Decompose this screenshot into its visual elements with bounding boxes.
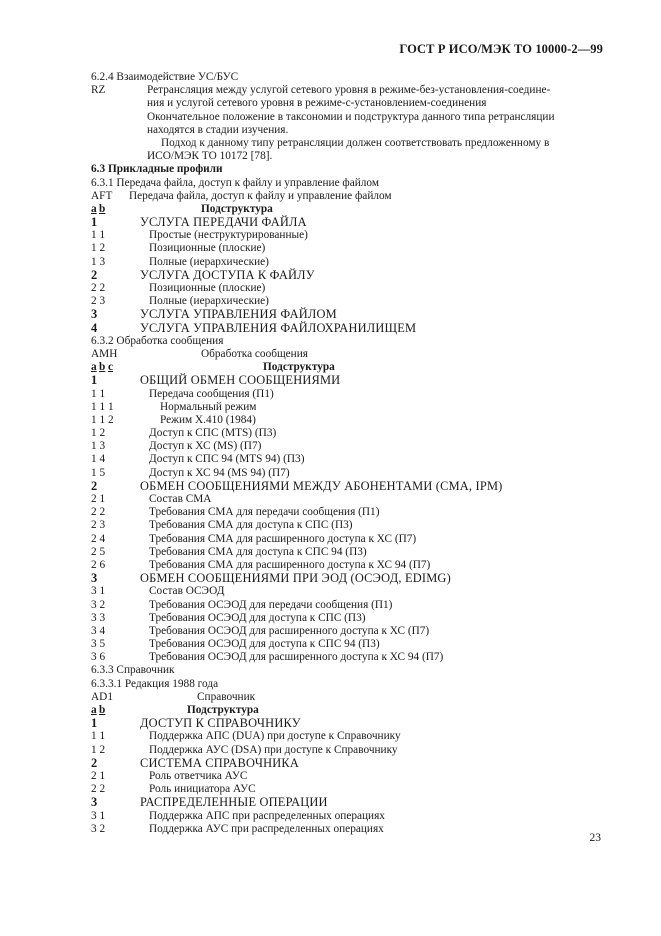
item-number: 1 3 (91, 440, 106, 453)
item-text: УСЛУГА ДОСТУПА К ФАЙЛУ (140, 267, 315, 282)
list-item (91, 453, 601, 466)
list-item (91, 533, 601, 546)
list-item (91, 638, 601, 651)
item-number: 3 6 (91, 651, 106, 664)
item-number: 3 (91, 571, 98, 586)
profile-title: Справочник (197, 690, 256, 703)
item-number: 1 2 (91, 427, 106, 440)
item-text: Требования СМА для расширенного доступа к ХС 94 (П7) (149, 558, 431, 571)
rz-row (91, 84, 601, 97)
item-number: 2 4 (91, 532, 106, 545)
item-number: 2 6 (91, 558, 106, 571)
item-number: 3 2 (91, 598, 106, 611)
item-text: УСЛУГА ПЕРЕДАЧИ ФАЙЛА (140, 215, 307, 230)
item-number: 1 (91, 215, 98, 230)
list-item (91, 401, 601, 414)
item-number: 1 2 (91, 743, 106, 756)
item-text: Позиционные (плоские) (149, 282, 266, 294)
profile-code: AD1 (91, 690, 113, 703)
paragraph-line: Окончательное положение в таксономии и подструктура данного типа ретрансляции (147, 110, 555, 123)
item-text: Требования ОСЭОД для передачи сообщения (П1) (149, 598, 393, 611)
item-number: 3 4 (91, 624, 106, 637)
item-text: Роль инициатора АУС (149, 783, 256, 796)
page-number: 23 (589, 832, 601, 844)
substructure-list-aft (91, 216, 601, 335)
page-header: ГОСТ Р ИСО/МЭК ТО 10000-2—99 (399, 42, 603, 56)
item-text: ОБМЕН СООБЩЕНИЯМИ МЕЖДУ АБОНЕНТАМИ (СМА, IPM) (140, 478, 503, 493)
section-heading-6-3-3-1: 6.3.3.1 Редакция 1988 года (91, 677, 219, 690)
list-item (91, 757, 601, 770)
item-number: 1 1 (91, 387, 106, 400)
item-text: Состав ОСЭОД (149, 585, 225, 598)
paragraph-line: ИСО/МЭК ТО 10172 [78]. (147, 150, 273, 163)
list-item (91, 374, 601, 387)
aft-row (91, 190, 601, 203)
list-item (91, 467, 601, 480)
item-text: Требования СМА для доступа к СПС (П3) (149, 519, 353, 532)
list-item (91, 282, 601, 295)
item-text: Поддержка АПС при распределенных операциях (149, 809, 385, 822)
item-text: Нормальный режим (160, 400, 257, 413)
list-item (91, 308, 601, 321)
list-item (91, 651, 601, 664)
list-item (91, 585, 601, 598)
item-text: УСЛУГА УПРАВЛЕНИЯ ФАЙЛОМ (140, 307, 337, 322)
item-number: 2 2 (91, 506, 106, 519)
substructure-label: Подструктура (201, 202, 273, 215)
list-item (91, 322, 601, 335)
item-text: Требования ОСЭОД для расширенного доступа к ХС 94 (П7) (149, 651, 444, 664)
item-text: Требования ОСЭОД для доступа к СПС (П3) (149, 611, 366, 624)
list-item (91, 440, 601, 453)
list-item (91, 717, 601, 730)
paragraph-line: Подход к данному типу ретрансляции должен соответствовать предложенному в (161, 136, 550, 149)
item-text: СИСТЕМА СПРАВОЧНИКА (140, 755, 300, 770)
item-number: 2 2 (91, 282, 106, 294)
section-heading-6-3: 6.3 Прикладные профили (91, 163, 223, 176)
item-text: Требования СМА для расширенного доступа к ХС (П7) (149, 532, 417, 545)
item-number: 3 3 (91, 611, 106, 624)
item-number: 3 5 (91, 638, 106, 651)
item-text: Доступ к СПС (MTS) (П3) (149, 427, 277, 440)
item-number: 1 (91, 716, 98, 731)
list-item (91, 414, 601, 427)
item-text: Требования ОСЭОД для расширенного доступа к ХС (П7) (149, 624, 430, 637)
item-text: ОБМЕН СООБЩЕНИЯМИ ПРИ ЭОД (ОСЭОД, EDIMG) (140, 571, 451, 586)
item-text: УСЛУГА УПРАВЛЕНИЯ ФАЙЛОХРАНИЛИЩЕМ (140, 320, 417, 335)
item-number: 1 2 (91, 242, 106, 255)
amh-row (91, 348, 601, 361)
column-header: a b Подструктура (91, 202, 273, 215)
item-text: ОБЩИЙ ОБМЕН СООБЩЕНИЯМИ (140, 373, 341, 388)
item-number: 1 1 1 (91, 400, 114, 413)
profile-title: Передача файла, доступ к файлу и управление файлом (129, 189, 392, 202)
item-number: 2 1 (91, 493, 106, 505)
item-number: 1 (91, 373, 98, 388)
item-text: Доступ к ХС 94 (MS 94) (П7) (149, 466, 290, 479)
item-number: 1 1 (91, 730, 106, 743)
item-text: Доступ к СПС 94 (MTS 94) (П3) (149, 453, 305, 466)
item-text: Доступ к ХС (MS) (П7) (149, 440, 262, 453)
item-text: Режим X.410 (1984) (160, 413, 256, 426)
substructure-list-ad1 (91, 717, 601, 836)
item-number: 4 (91, 320, 98, 335)
item-text: РАСПРЕДЕЛЕННЫЕ ОПЕРАЦИИ (140, 795, 328, 810)
item-text: Полные (иерархические) (149, 295, 269, 308)
item-text: ДОСТУП К СПРАВОЧНИКУ (140, 716, 301, 731)
list-item (91, 480, 601, 493)
item-text: Поддержка АПС (DUA) при доступе к Справочнику (149, 730, 401, 743)
item-number: 3 (91, 795, 98, 810)
item-number: 2 5 (91, 545, 106, 558)
paragraph-line: ния и услугой сетевого уровня в режиме-с-установлением-соединения (147, 97, 487, 110)
substructure-label: Подструктура (263, 361, 335, 374)
item-text: Позиционные (плоские) (149, 242, 266, 255)
paragraph-line: находятся в стадии изучения. (147, 123, 289, 136)
list-item (91, 572, 601, 585)
list-item (91, 744, 601, 757)
item-number: 1 4 (91, 453, 106, 466)
profile-code: AMH (91, 347, 118, 360)
substructure-list-amh (91, 374, 601, 664)
list-item (91, 242, 601, 255)
list-item (91, 216, 601, 229)
list-item (91, 546, 601, 559)
item-number: 3 (91, 307, 98, 322)
list-item (91, 427, 601, 440)
list-item (91, 823, 601, 836)
item-number: 3 1 (91, 809, 106, 822)
list-item (91, 506, 601, 519)
profile-title: Обработка сообщения (201, 347, 308, 360)
item-number: 3 1 (91, 585, 106, 598)
item-text: Передача сообщения (П1) (149, 387, 274, 400)
section-heading-6-2-4: 6.2.4 Взаимодействие УС/БУС (91, 71, 239, 83)
item-text: Поддержка АУС (DSA) при доступе к Справочнику (149, 743, 398, 756)
list-item (91, 519, 601, 532)
list-item (91, 269, 601, 282)
list-item (91, 229, 601, 242)
document-body (91, 71, 601, 836)
item-number: 2 3 (91, 519, 106, 532)
list-item (91, 388, 601, 401)
list-item (91, 810, 601, 823)
section-heading-6-3-1: 6.3.1 Передача файла, доступ к файлу и управление файлом (91, 176, 380, 189)
list-item (91, 256, 601, 269)
item-number: 1 1 (91, 229, 106, 242)
substructure-label: Подструктура (187, 704, 259, 716)
item-number: 2 (91, 755, 98, 770)
ad1-row (91, 691, 601, 704)
item-text: Полные (иерархические) (149, 255, 269, 268)
item-text: Состав СМА (149, 493, 212, 505)
list-item (91, 730, 601, 743)
item-number: 2 1 (91, 769, 106, 782)
item-text: Простые (неструктурированные) (149, 229, 308, 242)
item-number: 1 1 2 (91, 413, 114, 426)
list-item (91, 612, 601, 625)
item-number: 2 (91, 267, 98, 282)
item-number: 2 3 (91, 295, 106, 308)
item-number: 2 (91, 478, 98, 493)
list-item (91, 770, 601, 783)
column-header: a b c Подструктура (91, 361, 335, 374)
section-heading-6-3-2: 6.3.2 Обработка сообщения (91, 334, 224, 347)
column-header: a b Подструктура (91, 704, 259, 716)
item-text: Поддержка АУС при распределенных операциях (149, 822, 384, 835)
list-item (91, 796, 601, 809)
paragraph-line: Ретрансляция между услугой сетевого уровня в режиме-без-установления-соедине- (147, 84, 551, 97)
item-text: Требования ОСЭОД для доступа к СПС 94 (П3) (149, 638, 380, 651)
item-text: Требования СМА для передачи сообщения (П1) (149, 506, 380, 519)
item-text: Требования СМА для доступа к СПС 94 (П3) (149, 545, 367, 558)
item-text: Роль ответчика АУС (149, 769, 248, 782)
section-heading-6-3-3: 6.3.3 Справочник (91, 664, 175, 677)
item-number: 1 5 (91, 466, 106, 479)
profile-code: AFT (91, 189, 113, 202)
item-number: 3 2 (91, 822, 106, 835)
list-item (91, 625, 601, 638)
item-number: 1 3 (91, 255, 106, 268)
profile-code: RZ (91, 84, 106, 97)
list-item (91, 493, 601, 506)
list-item (91, 599, 601, 612)
item-number: 2 2 (91, 783, 106, 796)
